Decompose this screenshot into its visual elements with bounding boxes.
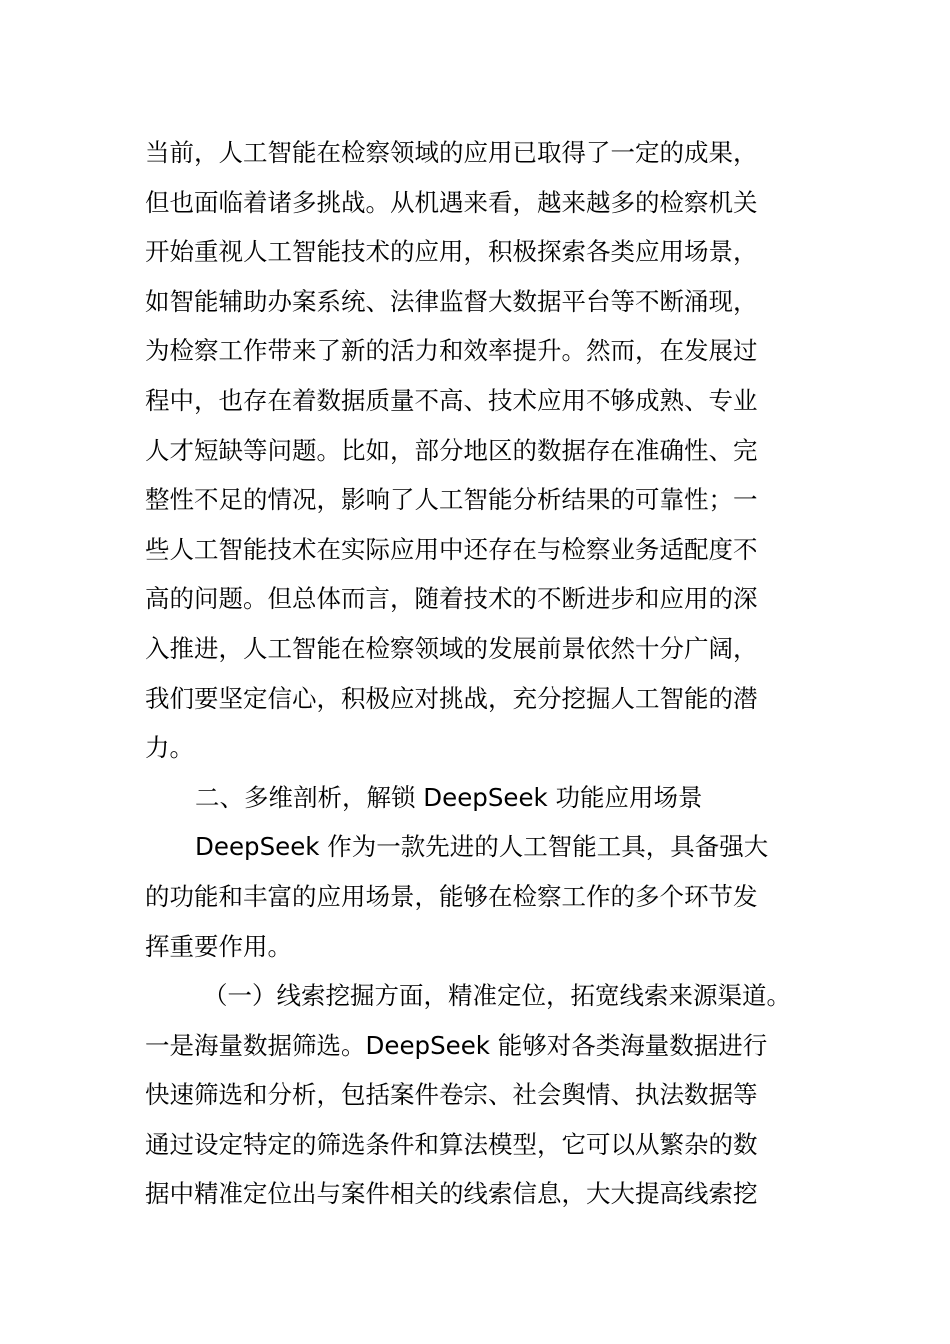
body-line: 人才短缺等问题。比如，部分地区的数据存在准确性、完	[145, 435, 758, 465]
body-line: 高的问题。但总体而言，随着技术的不断进步和应用的深	[145, 584, 758, 614]
body-line: 通过设定特定的筛选条件和算法模型，它可以从繁杂的数	[145, 1129, 758, 1159]
body-line: DeepSeek 作为一款先进的人工智能工具，具备强大	[195, 832, 769, 862]
body-line: 挥重要作用。	[145, 931, 292, 961]
body-line: 据中精准定位出与案件相关的线索信息，大大提高线索挖	[145, 1179, 758, 1209]
subsection-heading: （一）线索挖掘方面，精准定位，拓宽线索来源渠道。	[203, 981, 791, 1011]
document-body	[145, 128, 845, 1219]
body-line: 的功能和丰富的应用场景，能够在检察工作的多个环节发	[145, 881, 758, 911]
body-line: 但也面临着诸多挑战。从机遇来看，越来越多的检察机关	[145, 187, 758, 217]
body-line: 整性不足的情况，影响了人工智能分析结果的可靠性；一	[145, 485, 758, 515]
body-line: 为检察工作带来了新的活力和效率提升。然而，在发展过	[145, 336, 758, 366]
body-line: 程中，也存在着数据质量不高、技术应用不够成熟、专业	[145, 385, 758, 415]
body-line: 当前，人工智能在检察领域的应用已取得了一定的成果，	[145, 138, 758, 167]
body-line: 开始重视人工智能技术的应用，积极探索各类应用场景，	[145, 237, 758, 267]
body-line: 如智能辅助办案系统、法律监督大数据平台等不断涌现，	[145, 286, 758, 316]
body-line: 我们要坚定信心，积极应对挑战，充分挖掘人工智能的潜	[145, 683, 758, 713]
body-line: 力。	[145, 733, 194, 763]
section-heading: 二、多维剖析，解锁 DeepSeek 功能应用场景	[195, 782, 703, 812]
body-line: 入推进，人工智能在检察领域的发展前景依然十分广阔，	[145, 633, 758, 663]
body-line: 一是海量数据筛选。DeepSeek 能够对各类海量数据进行	[145, 1030, 768, 1060]
body-line: 些人工智能技术在实际应用中还存在与检察业务适配度不	[145, 534, 758, 564]
body-line: 快速筛选和分析，包括案件卷宗、社会舆情、执法数据等	[145, 1080, 758, 1110]
